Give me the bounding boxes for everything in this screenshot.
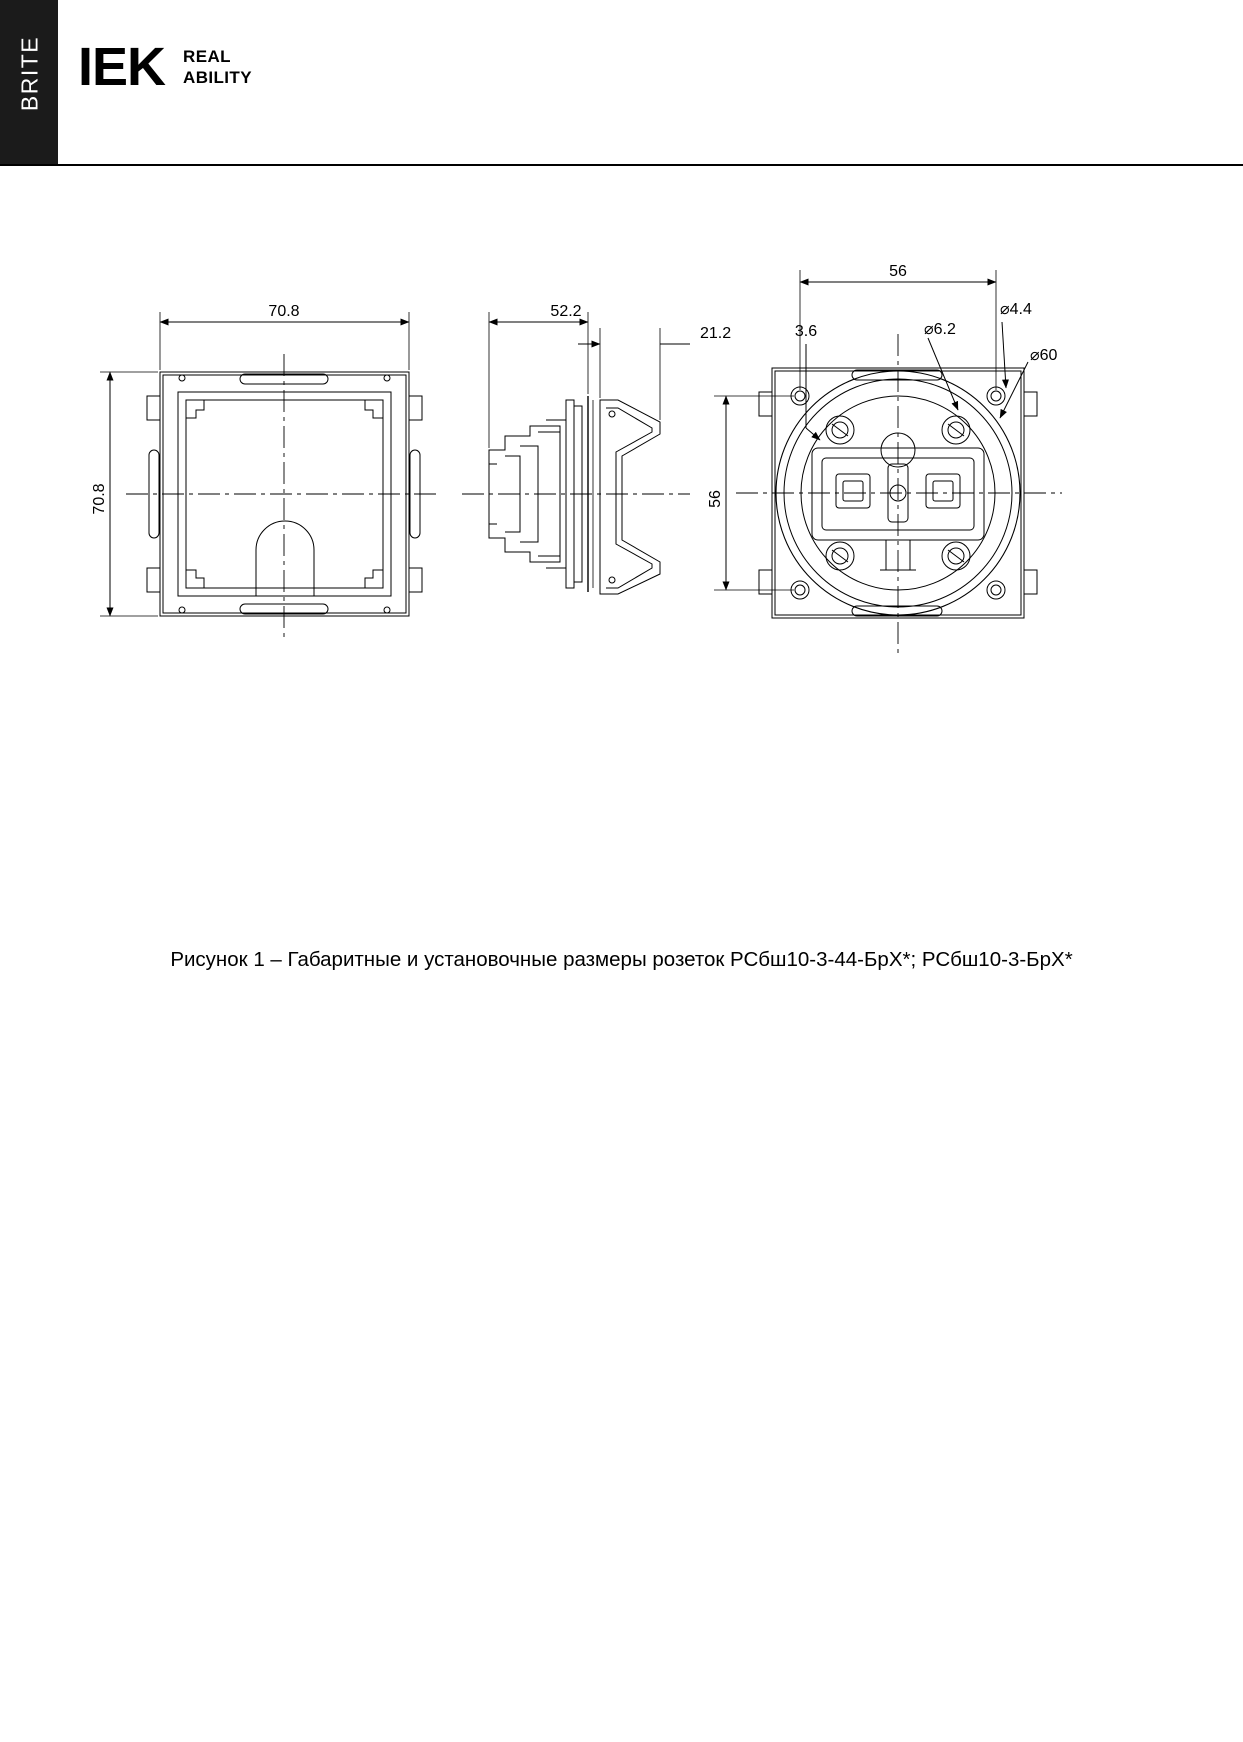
iek-logo-tagline-line2: ABILITY bbox=[183, 68, 252, 87]
leader-dia-4-4 bbox=[1002, 322, 1006, 388]
dimension-label-dia-6-2: ⌀6.2 bbox=[924, 321, 956, 338]
dimension-label-rear-height: 56 bbox=[707, 490, 724, 508]
dimension-label-dia-4-4: ⌀4.4 bbox=[1000, 301, 1032, 318]
technical-drawing bbox=[0, 250, 1243, 670]
dimension-label-side-depth: 52.2 bbox=[550, 303, 582, 320]
header-divider bbox=[0, 164, 1243, 166]
iek-logo-tagline bbox=[183, 46, 252, 88]
dimension-label-dia-60: ⌀60 bbox=[1030, 347, 1058, 364]
dimension-side-cover-depth bbox=[578, 328, 690, 420]
figure-caption: Рисунок 1 – Габаритные и установочные размеры розеток РСбш10-3-44-БрХ*; РСбш10-3-БрХ* bbox=[170, 948, 1073, 971]
rear-view bbox=[714, 270, 1062, 654]
dimension-label-offset-3-6: 3.6 bbox=[794, 323, 818, 340]
dimension-label-front-width: 70.8 bbox=[268, 303, 300, 320]
iek-logo-text: IEK bbox=[78, 37, 166, 97]
leader-dia-6-2 bbox=[928, 338, 958, 410]
front-view bbox=[100, 312, 440, 642]
dimension-front-width bbox=[160, 312, 409, 370]
page-header bbox=[0, 0, 1243, 164]
dimension-label-side-cover-depth: 21.2 bbox=[700, 325, 732, 342]
brand-side-tab-label: BRITE bbox=[16, 35, 43, 112]
side-view bbox=[462, 312, 690, 594]
dimension-side-depth bbox=[489, 312, 588, 448]
iek-logo bbox=[78, 37, 252, 97]
dimension-label-front-height: 70.8 bbox=[91, 483, 108, 515]
iek-logo-tagline-line1: REAL bbox=[183, 47, 231, 66]
dimension-label-rear-width: 56 bbox=[889, 263, 907, 280]
brand-side-tab bbox=[0, 0, 58, 164]
